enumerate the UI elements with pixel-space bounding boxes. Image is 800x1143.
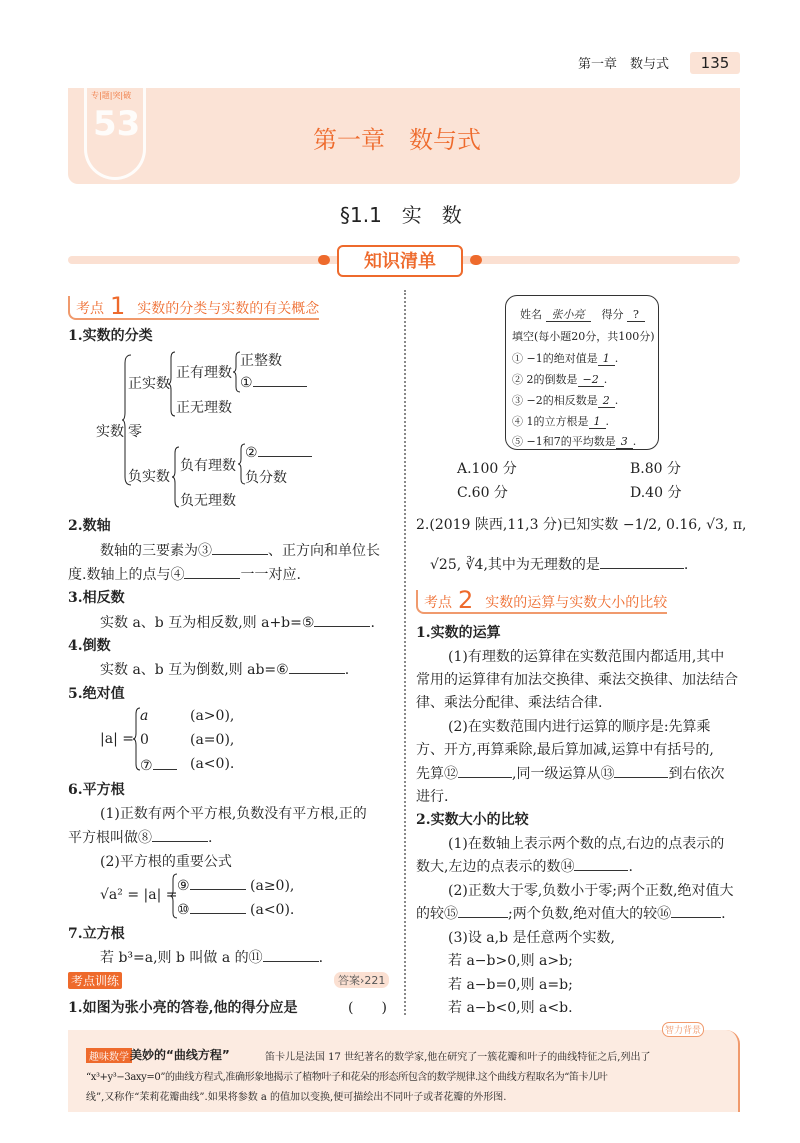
abs-case1: a [140, 708, 149, 724]
sqrt-lhs: √a² = |a| = [100, 887, 178, 903]
fun-math-title: 美妙的“曲线方程” [130, 1048, 230, 1062]
sheet-item-3: ③ −2的相反数是 2 . [512, 394, 619, 407]
q2-line2: √25, ∛4,其中为无理数的是 . [430, 557, 689, 573]
kp2-s2-line4: 的较⑮ ;两个负数,绝对值大的较⑯ . [416, 906, 726, 922]
blank-15[interactable] [458, 904, 508, 918]
blank-3[interactable] [212, 541, 268, 555]
tree-negative-real: 负实数 [128, 469, 170, 485]
fun-math-badge: 趣味数学 [86, 1048, 132, 1063]
kp2-s2-line5: (3)设 a,b 是任意两个实数, [448, 930, 615, 946]
fun-math-line3: 线”,又称作“茉莉花瓣曲线”.如果将参数 a 的值加以变换,便可描绘出不同叶子或者花瓣的外形图. [86, 1092, 507, 1103]
fun-math-line2: “x³+y³−3axy=0”的曲线方程式,准确形象地揭示了植物叶子和花朵的形态所包含的数学规律.这个曲线方程取名为“笛卡儿叶 [86, 1072, 608, 1083]
kp2-s1-line2: 常用的运算律有加法交换律、乘法交换律、加法结合 [416, 672, 738, 688]
blank-16[interactable] [671, 904, 721, 918]
sheet-item-5: ⑤ −1和7的平均数是 3 . [512, 435, 637, 448]
kp2-s2-line3: (2)正数大于零,负数小于零;两个正数,绝对值大 [448, 883, 734, 899]
knowledge-dot-left [318, 255, 330, 265]
sheet-item-4: ④ 1的立方根是 1 . [512, 415, 609, 428]
answer-sheet: 姓名 张小亮 得分 ? 填空(每小题20分，共100分) ① −1的绝对值是 1 . ② 2的倒数是 −2 . ③ −2的相反数是 2 . ④ 1的立方根是 1 . ⑤ −1和7的平均数是 3 . [505, 295, 659, 450]
blank-12[interactable] [458, 764, 512, 778]
kp2-s2-line7: 若 a−b=0,则 a=b; [448, 977, 573, 993]
kp1-s2-heading: 2.数轴 [68, 518, 111, 534]
sheet-item-1: ① −1的绝对值是 1 . [512, 352, 619, 365]
page-number: 135 [690, 52, 740, 74]
blank-9[interactable] [190, 876, 246, 890]
training-label: 考点训练 [68, 972, 122, 989]
sheet-item-2: ② 2的倒数是 −2 . [512, 373, 608, 386]
kp2-s1-heading: 1.实数的运算 [416, 625, 501, 641]
abs-case2: 0 [140, 732, 149, 748]
tree-positive-irrational: 正无理数 [176, 400, 232, 416]
kp2-s1-line3: 律、乘法分配律、乘法结合律. [416, 695, 603, 711]
kp1-s7-line: 若 b³=a,则 b 叫做 a 的⑪ . [100, 950, 324, 966]
chapter-title: 第一章 数与式 [313, 126, 481, 154]
q2-line1: 2.(2019 陕西,11,3 分)已知实数 −1/2, 0.16, √3, π, [416, 517, 747, 533]
blank-4[interactable] [184, 565, 240, 579]
kp1-s6-p1a: (1)正数有两个平方根,负数没有平方根,正的 [100, 806, 367, 822]
logo-53: 专|题|突|破 53 [84, 88, 146, 180]
tree-negative-rational: 负有理数 [180, 458, 236, 474]
kp1-s5-heading: 5.绝对值 [68, 686, 125, 702]
kp1-s2-line1: 数轴的三要素为③ 、正方向和单位长 [100, 543, 380, 559]
knowledge-label: 知识清单 [337, 245, 463, 277]
blank-13[interactable] [614, 764, 668, 778]
q1-option-b[interactable]: B.80 分 [630, 461, 682, 477]
abs-lhs: |a| = [100, 731, 134, 747]
brace-positive [168, 352, 176, 416]
blank-11[interactable] [263, 948, 319, 962]
kp2-s1-line4: (2)在实数范围内进行运算的顺序是:先算乘 [448, 719, 711, 735]
corner-badge: 智力背景 [662, 1022, 704, 1037]
abs-case3: ⑦ [140, 756, 177, 774]
sqrt-case2: ⑩ (a<0). [177, 902, 295, 918]
kp2-s2-line1: (1)在数轴上表示两个数的点,右边的点表示的 [448, 836, 725, 852]
blank-14[interactable] [574, 857, 628, 871]
fun-math-line1: 笛卡儿是法国 17 世纪著名的数学家,他在研究了一簇花瓣和叶子的曲线特征之后,列出了 [265, 1052, 651, 1063]
kp1-s6-heading: 6.平方根 [68, 782, 125, 798]
kp1-s1-heading: 1.实数的分类 [68, 328, 153, 344]
tree-positive-integer: 正整数 [240, 353, 282, 369]
kp1-s7-heading: 7.立方根 [68, 926, 125, 942]
q1-option-d[interactable]: D.40 分 [630, 485, 682, 501]
blank-5[interactable] [314, 613, 370, 627]
blank-6[interactable] [289, 660, 345, 674]
tree-zero: 零 [128, 424, 142, 440]
section-title: §1.1 实 数 [340, 203, 462, 227]
column-divider [404, 290, 406, 1015]
kp1-s6-p2: (2)平方根的重要公式 [100, 854, 232, 870]
tree-negative-fraction: 负分数 [245, 470, 287, 486]
running-header-chapter: 第一章 数与式 [578, 57, 670, 72]
q1-text: 1.如图为张小亮的答卷,他的得分应是 [68, 1000, 298, 1016]
q1-answer-paren[interactable]: ( ) [348, 1000, 387, 1016]
q1-option-c[interactable]: C.60 分 [457, 485, 508, 501]
kp2-s2-heading: 2.实数大小的比较 [416, 812, 529, 828]
kp2-s1-line7: 进行. [416, 789, 449, 805]
tree-positive-rational: 正有理数 [176, 365, 232, 381]
q2-blank[interactable] [600, 555, 684, 569]
sqrt-case1: ⑨ (a≥0), [177, 878, 295, 894]
q1-option-a[interactable]: A.100 分 [457, 461, 517, 477]
kp2-s1-line6: 先算⑫ ,同一级运算从⑬ 到右依次 [416, 766, 725, 782]
kp2-s2-line6: 若 a−b>0,则 a>b; [448, 953, 573, 969]
kp1-s3-heading: 3.相反数 [68, 590, 125, 606]
kp2-s2-line2: 数大,左边的点表示的数⑭ . [416, 859, 633, 875]
blank-8[interactable] [152, 828, 208, 842]
answer-link[interactable]: 答案›221 [334, 972, 389, 988]
kp1-heading: 考点 1 实数的分类与实数的有关概念 [68, 296, 319, 320]
kp1-s4-line: 实数 a、b 互为倒数,则 ab=⑥ . [100, 662, 350, 678]
tree-negative-irrational: 负无理数 [180, 493, 236, 509]
blank-2[interactable]: ② [245, 443, 312, 461]
abs-cond1: (a>0), [190, 708, 235, 724]
abs-cond2: (a=0), [190, 732, 235, 748]
kp2-heading: 考点 2 实数的运算与实数大小的比较 [416, 590, 667, 614]
kp2-s1-line1: (1)有理数的运算律在实数范围内都适用,其中 [448, 649, 725, 665]
kp2-s2-line8: 若 a−b<0,则 a<b. [448, 1000, 573, 1016]
brace-negative [172, 447, 180, 507]
kp2-s1-line5: 方、开方,再算乘除,最后算加减,运算中有括号的, [416, 742, 714, 758]
blank-7[interactable] [153, 756, 177, 770]
knowledge-dot-right [470, 255, 482, 265]
tree-root: 实数 [96, 424, 124, 440]
tree-positive-real: 正实数 [128, 376, 170, 392]
kp1-s6-p1b: 平方根叫做⑧ . [68, 830, 213, 846]
blank-1[interactable]: ① [240, 373, 307, 391]
kp1-s3-line: 实数 a、b 互为相反数,则 a+b=⑤ . [100, 615, 375, 631]
student-name: 张小亮 [546, 308, 591, 322]
blank-10[interactable] [190, 900, 246, 914]
kp1-s2-line2: 度.数轴上的点与④ 一一对应. [68, 567, 301, 583]
abs-cond3: (a<0). [190, 756, 235, 772]
kp1-s4-heading: 4.倒数 [68, 638, 111, 654]
